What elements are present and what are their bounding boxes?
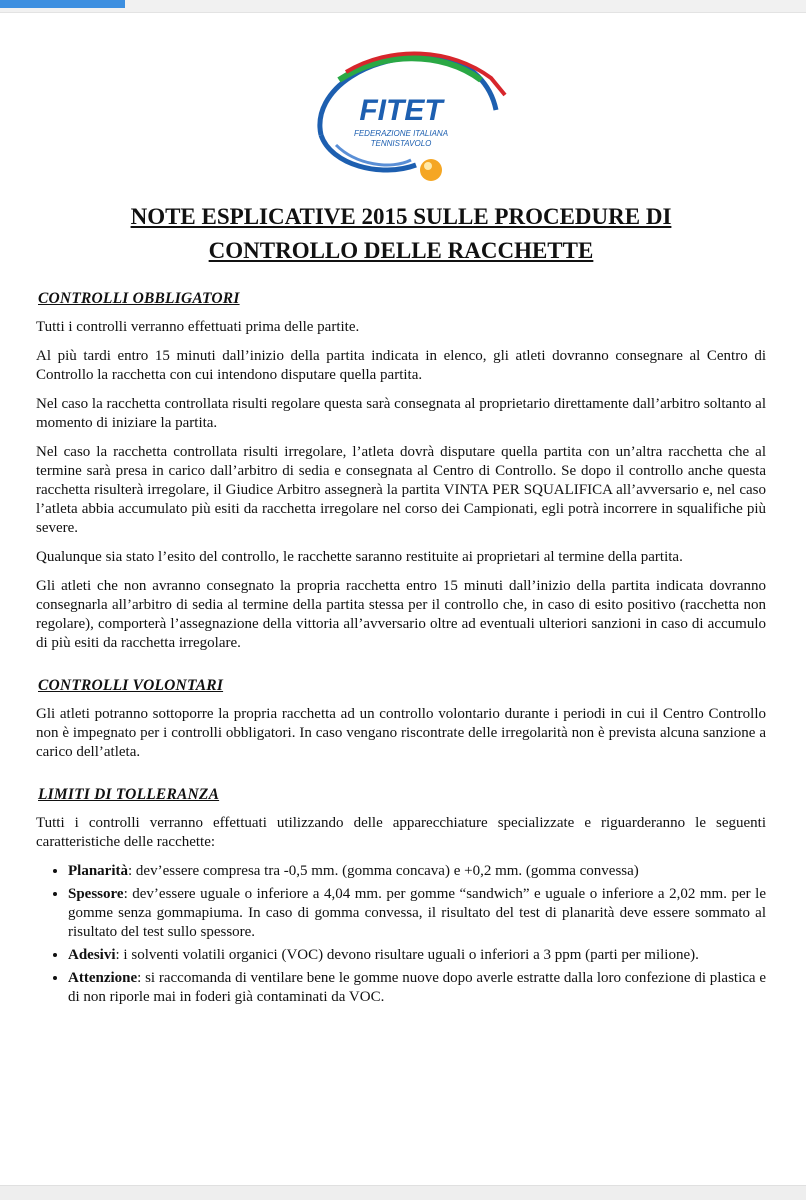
paragraph: Gli atleti potranno sottoporre la propria racchetta ad un controllo volontario durante i periodi in cui il Centro Controllo non è impegnato per i controlli obbligatori. In caso vengano riscontrate delle irregolarità non è prevista alcuna sanzione a carico dell’atleta. <box>36 706 766 760</box>
section-limiti-di-tolleranza <box>36 786 766 1007</box>
section-heading: LIMITI DI TOLLERANZA <box>38 786 220 803</box>
paragraph: Nel caso la racchetta controllata risulti regolare questa sarà consegnata al proprietario direttamente dall’arbitro soltanto al momento di iniziare la partita. <box>36 396 766 431</box>
ball-icon <box>420 159 442 181</box>
title-line-2: CONTROLLO DELLE RACCHETTE <box>208 238 594 263</box>
list-item <box>68 969 766 1007</box>
svg-text:TENNISTAVOLO: TENNISTAVOLO <box>370 139 432 148</box>
list-item <box>68 862 766 881</box>
section-heading: CONTROLLI VOLONTARI <box>38 677 224 694</box>
list-item-text: : i solventi volatili organici (VOC) devono risultare uguali o inferiori a 3 ppm (parti per milione). <box>115 947 699 963</box>
title-line-1: NOTE ESPLICATIVE 2015 SULLE PROCEDURE DI <box>130 204 672 229</box>
list-item <box>68 885 766 942</box>
paragraph: Qualunque sia stato l’esito del controllo, le racchette saranno restituite ai proprietari al termine della partita. <box>36 549 683 565</box>
paragraph: Nel caso la racchetta controllata risulti irregolare, l’atleta dovrà disputare quella partita con un’altra racchetta che al termine sarà presa in carico dall’arbitro di sedia e consegnata al Centro di Controllo. Se dopo il controllo anche questa racchetta risulterà irregolare, il Giudice Arbitro assegnerà la partita VINTA PER SQUALIFICA all’avversario e, nel caso l’atleta abbia accumulato più esiti da racchetta irregolare nel corso dei Campionati, egli potrà incorrere in squalifiche più severe. <box>36 444 766 536</box>
section-controlli-obbligatori <box>36 290 766 653</box>
list-item-term: Planarità <box>68 863 128 879</box>
list-item-text: : dev’essere uguale o inferiore a 4,04 mm. per gomme “sandwich” e uguale o inferiore a 2,02 mm. per le gomme senza gommapiuma. In caso di gomma convessa, il risultato del test di planarità deve essere sommato al risultato del test sullo spessore. <box>68 886 766 940</box>
viewer-bottom-bar <box>0 1185 806 1200</box>
document-page <box>36 40 766 1031</box>
section-heading: CONTROLLI OBBLIGATORI <box>38 290 240 307</box>
list-item-text: : si raccomanda di ventilare bene le gomme nuove dopo averle estratte dalla loro confezione di plastica e di non riporle mai in foderi già contaminati da VOC. <box>68 970 766 1005</box>
list-item <box>68 946 766 965</box>
viewer-top-bar <box>0 0 806 13</box>
tolerance-list <box>36 862 766 1007</box>
paragraph: Al più tardi entro 15 minuti dall’inizio della partita indicata in elenco, gli atleti dovranno consegnare al Centro di Controllo la racchetta con cui intendono disputare quella partita. <box>36 348 766 383</box>
paragraph: Gli atleti che non avranno consegnato la propria racchetta entro 15 minuti dall’inizio della partita indicata dovranno consegnarla all’arbitro di sedia al termine della partita stessa per il controllo che, in caso di esito positivo (racchetta non regolare), comporterà l’assegnazione della vittoria all’avversario oltre ad eventuali ulteriori sanzioni in caso di accumulo di più esiti da racchetta irregolare. <box>36 578 766 651</box>
page-progress-bar <box>0 0 125 8</box>
fitet-logo <box>291 40 511 190</box>
list-item-term: Attenzione <box>68 970 138 986</box>
svg-text:FEDERAZIONE ITALIANA: FEDERAZIONE ITALIANA <box>353 129 449 138</box>
svg-text:FITET: FITET <box>359 94 443 127</box>
list-item-term: Adesivi <box>68 947 116 963</box>
list-item-term: Spessore <box>68 886 124 902</box>
paragraph: Tutti i controlli verranno effettuati utilizzando delle apparecchiature specializzate e riguarderanno le seguenti caratteristiche delle racchette: <box>36 815 766 850</box>
paragraph: Tutti i controlli verranno effettuati prima delle partite. <box>36 319 360 335</box>
section-controlli-volontari <box>36 677 766 762</box>
document-title <box>36 200 766 268</box>
list-item-text: : dev’essere compresa tra -0,5 mm. (gomma concava) e +0,2 mm. (gomma convessa) <box>128 863 639 879</box>
